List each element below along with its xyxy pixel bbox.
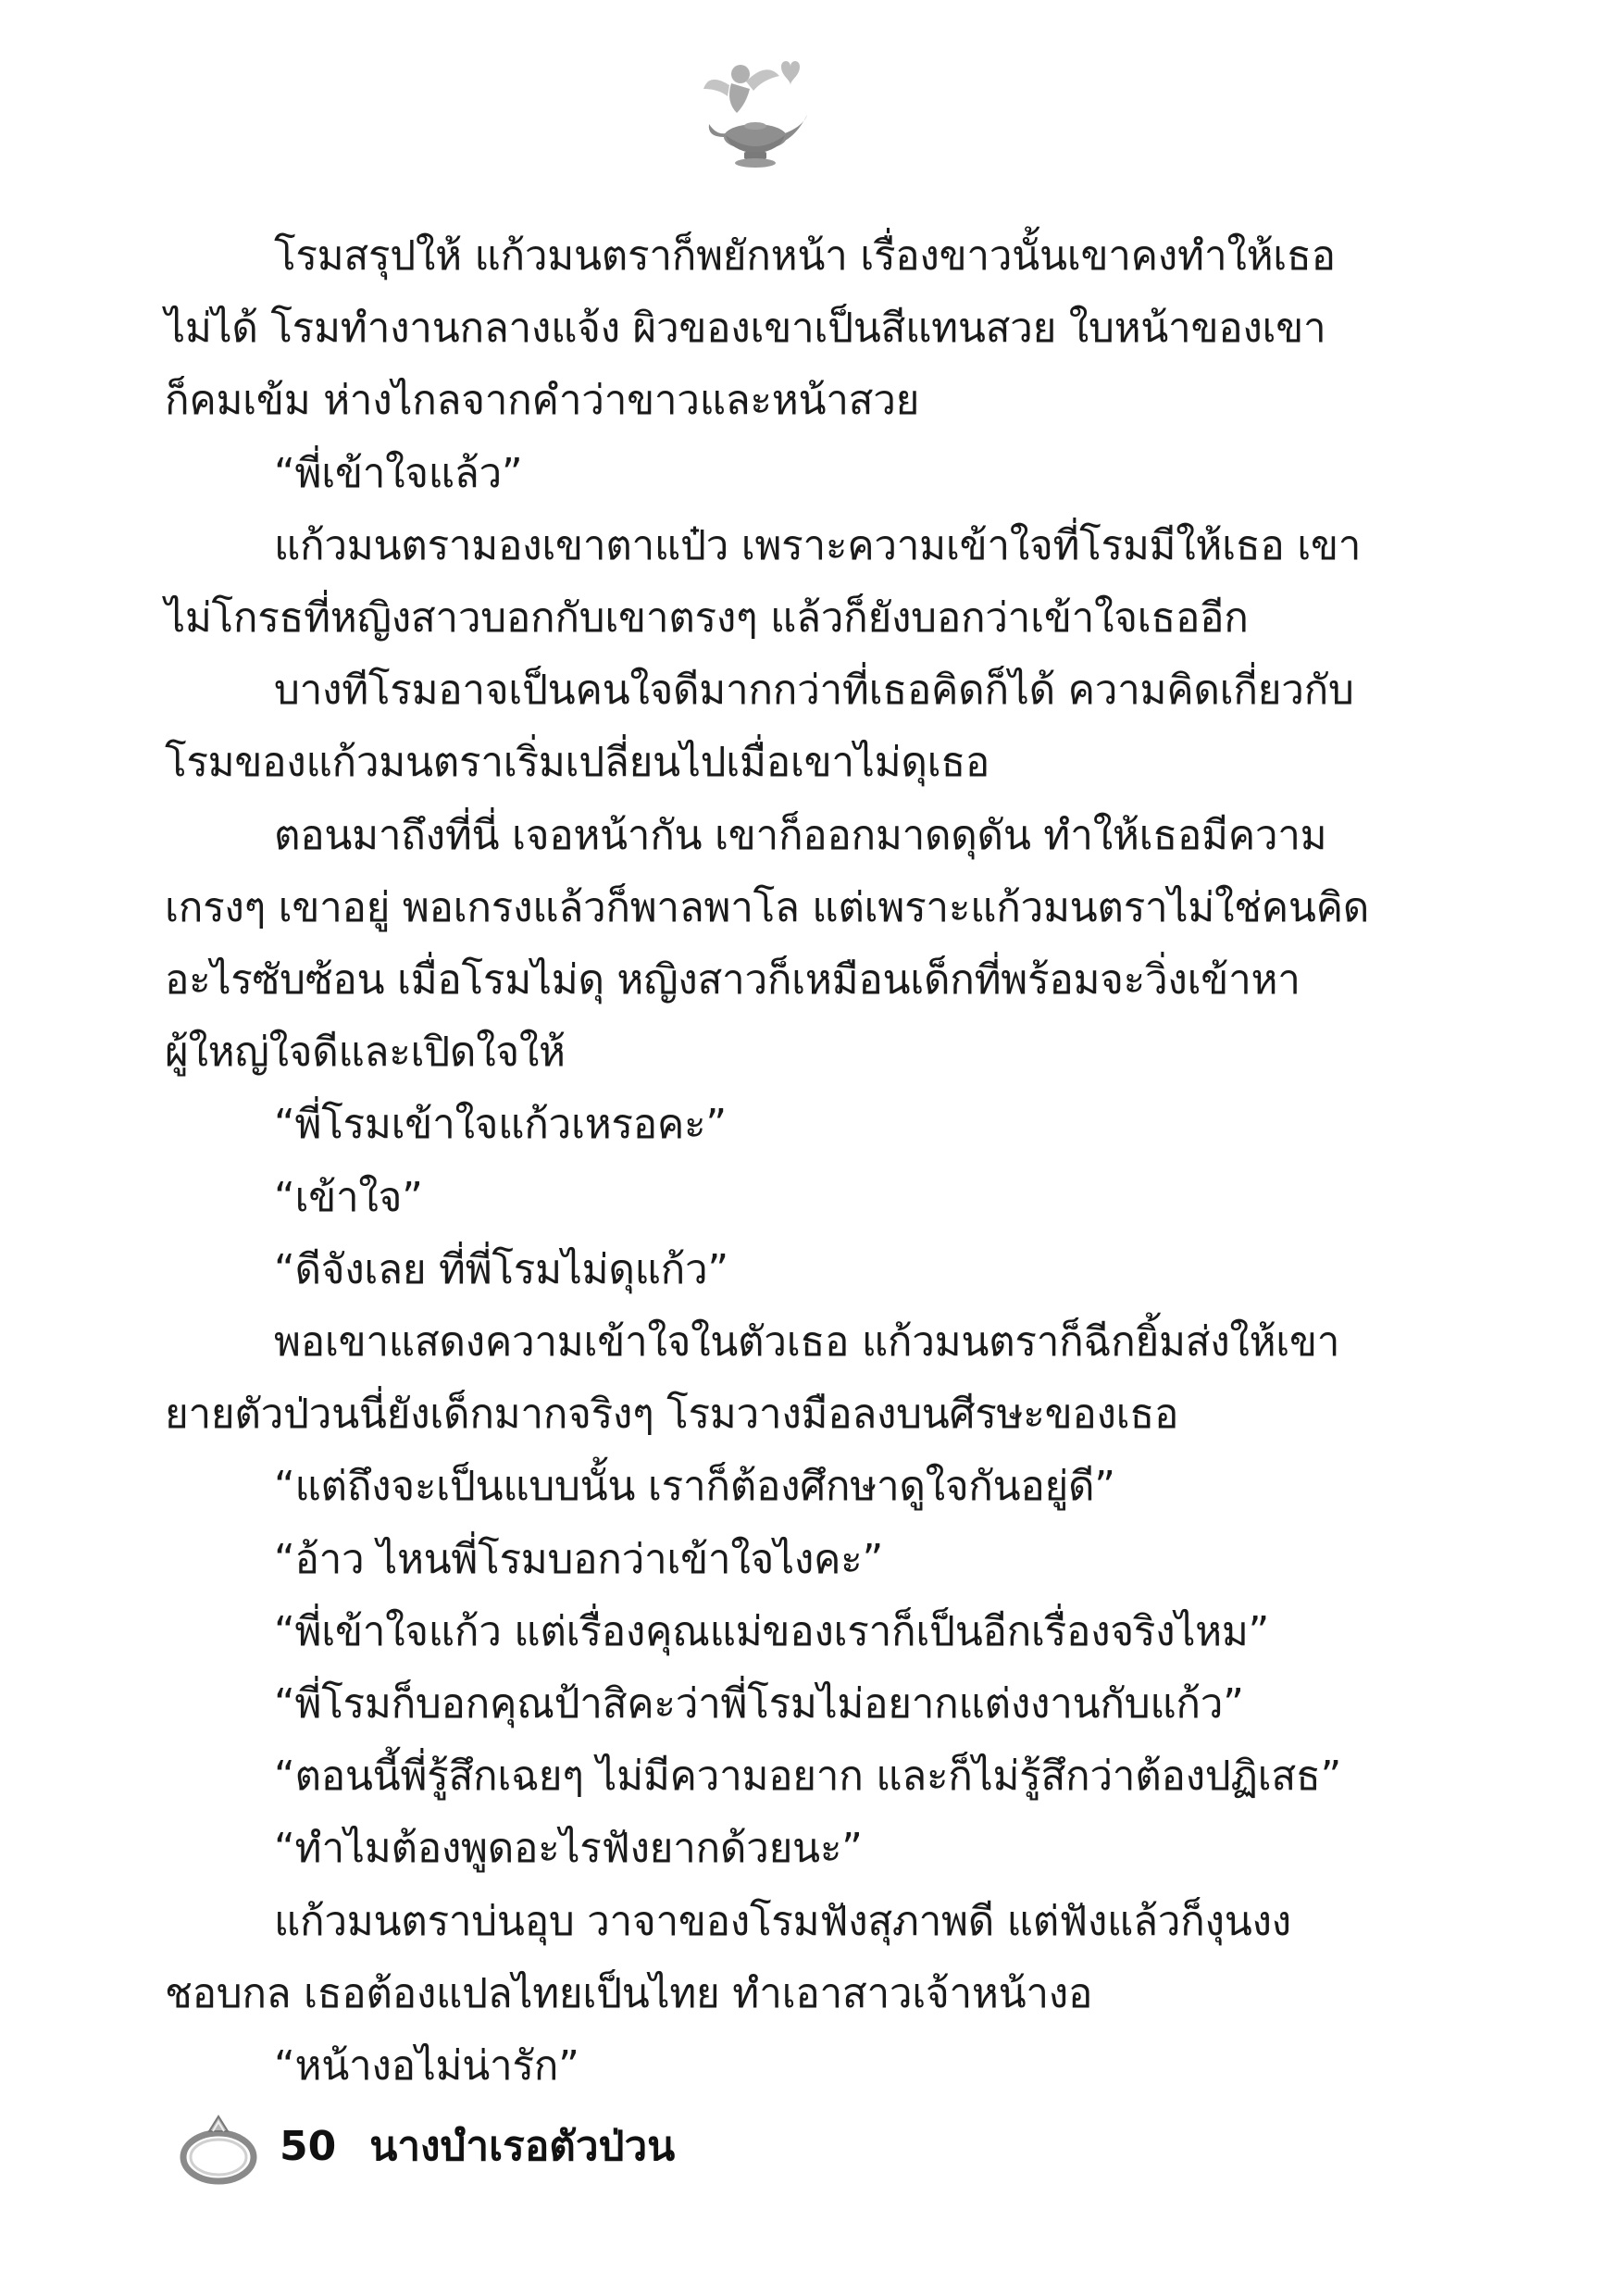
paragraph-line: โรมสรุปให้ แก้วมนตราก็พยักหน้า เรื่องขาวนั้นเขาคงทำให้เธอ xyxy=(274,232,1336,280)
paragraph-line: “พี่โรมก็บอกคุณป้าสิคะว่าพี่โรมไม่อยากแต่งงานกับแก้ว” xyxy=(274,1680,1244,1728)
paragraph-line: “เข้าใจ” xyxy=(274,1173,423,1221)
paragraph-line: “พี่เข้าใจแล้ว” xyxy=(274,449,523,497)
page-footer xyxy=(176,2100,675,2192)
paragraph-line: ยายตัวป่วนนี่ยังเด็กมากจริงๆ โรมวางมือลงบนศีรษะของเธอ xyxy=(165,1391,1179,1439)
book-title: นางบำเรอตัวป่วน xyxy=(369,2123,676,2170)
paragraph-line: แก้วมนตรามองเขาตาแป๋ว เพราะความเข้าใจที่โรมมีให้เธอ เขา xyxy=(274,521,1362,569)
paragraph-line: แก้วมนตราบ่นอุบ วาจาของโรมฟังสุภาพดี แต่ฟังแล้วก็งุนงง xyxy=(274,1897,1291,1945)
paragraph-line: “แต่ถึงจะเป็นแบบนั้น เราก็ต้องศึกษาดูใจกันอยู่ดี” xyxy=(274,1463,1115,1511)
page-number: 50 xyxy=(280,2122,337,2170)
paragraph-line: ก็คมเข้ม ห่างไกลจากคำว่าขาวและหน้าสวย xyxy=(165,377,920,425)
paragraph-line: บางทีโรมอาจเป็นคนใจดีมากกว่าที่เธอคิดก็ได้ ความคิดเกี่ยวกับ xyxy=(274,667,1354,715)
paragraph-line: ผู้ใหญ่ใจดีและเปิดใจให้ xyxy=(165,1029,566,1077)
cupid-lamp-ornament-icon xyxy=(689,48,818,178)
body-text xyxy=(165,220,1370,2103)
paragraph-line: ตอนมาถึงที่นี่ เจอหน้ากัน เขาก็ออกมาดดุดัน ทำให้เธอมีความ xyxy=(274,811,1327,859)
paragraph-line: “พี่เข้าใจแก้ว แต่เรื่องคุณแม่ของเราก็เป็นอีกเรื่องจริงไหม” xyxy=(274,1607,1270,1655)
paragraph-line: อะไรซับซ้อน เมื่อโรมไม่ดุ หญิงสาวก็เหมือนเด็กที่พร้อมจะวิ่งเข้าหา xyxy=(165,956,1301,1004)
paragraph-line: “พี่โรมเข้าใจแก้วเหรอคะ” xyxy=(274,1101,727,1149)
paragraph-line: พอเขาแสดงความเข้าใจในตัวเธอ แก้วมนตราก็ฉีกยิ้มส่งให้เขา xyxy=(274,1318,1340,1366)
paragraph-line: “ดีจังเลย ที่พี่โรมไม่ดุแก้ว” xyxy=(274,1245,728,1293)
paragraph-line: ไม่โกรธที่หญิงสาวบอกกับเขาตรงๆ แล้วก็ยังบอกว่าเข้าใจเธออีก xyxy=(165,594,1249,643)
paragraph-line: “หน้างอไม่น่ารัก” xyxy=(274,2042,579,2090)
paragraph-line: “อ้าว ไหนพี่โรมบอกว่าเข้าใจไงคะ” xyxy=(274,1535,883,1583)
paragraph-line: ชอบกล เธอต้องแปลไทยเป็นไทย ทำเอาสาวเจ้าหน้างอ xyxy=(165,1969,1093,2017)
paragraph-line: “ตอนนี้พี่รู้สึกเฉยๆ ไม่มีความอยาก และก็ไม่รู้สึกว่าต้องปฏิเสธ” xyxy=(274,1753,1341,1801)
paragraph-line: ไม่ได้ โรมทำงานกลางแจ้ง ผิวของเขาเป็นสีแทนสวย ใบหน้าของเขา xyxy=(165,305,1326,353)
ring-icon xyxy=(176,2103,261,2189)
paragraph-line: “ทำไมต้องพูดอะไรฟังยากด้วยนะ” xyxy=(274,1825,863,1873)
paragraph-line: โรมของแก้วมนตราเริ่มเปลี่ยนไปเมื่อเขาไม่ดุเธอ xyxy=(165,739,990,787)
paragraph-line: เกรงๆ เขาอยู่ พอเกรงแล้วก็พาลพาโล แต่เพราะแก้วมนตราไม่ใช่คนคิด xyxy=(165,883,1370,931)
